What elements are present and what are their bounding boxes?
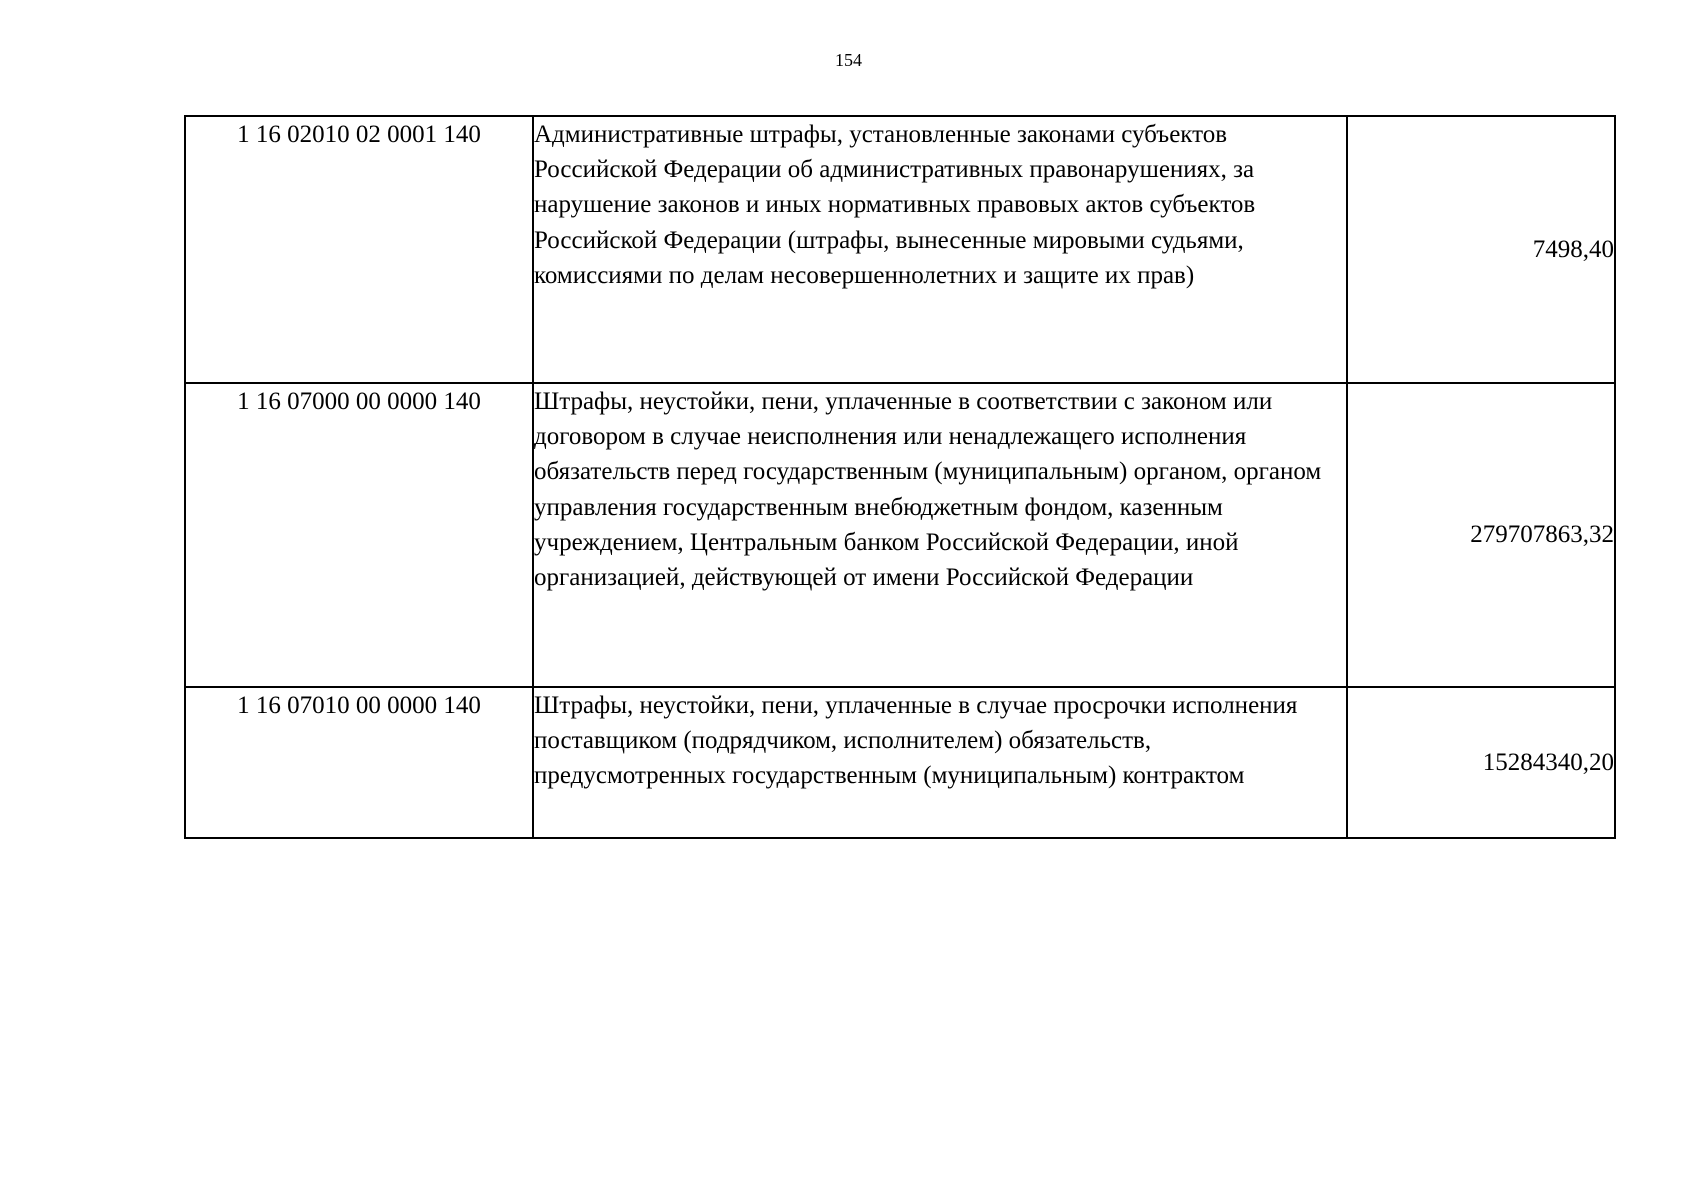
budget-revenue-table: [184, 115, 1616, 839]
revenue-description-cell: Штрафы, неустойки, пени, уплаченные в соответствии с законом или договором в случае неисполнения или ненадлежащего исполнения обязательств перед государственным (муниципальным) органом, органом управления государственным внебюджетным фондом, казенным учреждением, Центральным банком Российской Федерации, иной организацией, действующей от имени Российской Федерации: [533, 383, 1347, 687]
revenue-amount-cell: 279707863,32: [1347, 383, 1615, 687]
table-row: [185, 687, 1615, 838]
revenue-code-cell: 1 16 07010 00 0000 140: [185, 687, 533, 838]
revenue-description-cell: Административные штрафы, установленные законами субъектов Российской Федерации об административных правонарушениях, за нарушение законов и иных нормативных правовых актов субъектов Российской Федерации (штрафы, вынесенные мировыми судьями, комиссиями по делам несовершеннолетних и защите их прав): [533, 116, 1347, 383]
table-row: [185, 383, 1615, 687]
revenue-code-cell: 1 16 02010 02 0001 140: [185, 116, 533, 383]
revenue-amount-cell: 7498,40: [1347, 116, 1615, 383]
table-row: [185, 116, 1615, 383]
revenue-amount-cell: 15284340,20: [1347, 687, 1615, 838]
revenue-code-cell: 1 16 07000 00 0000 140: [185, 383, 533, 687]
revenue-description-cell: Штрафы, неустойки, пени, уплаченные в случае просрочки исполнения поставщиком (подрядчиком, исполнителем) обязательств, предусмотренных государственным (муниципальным) контрактом: [533, 687, 1347, 838]
page-number: 154: [835, 50, 862, 70]
